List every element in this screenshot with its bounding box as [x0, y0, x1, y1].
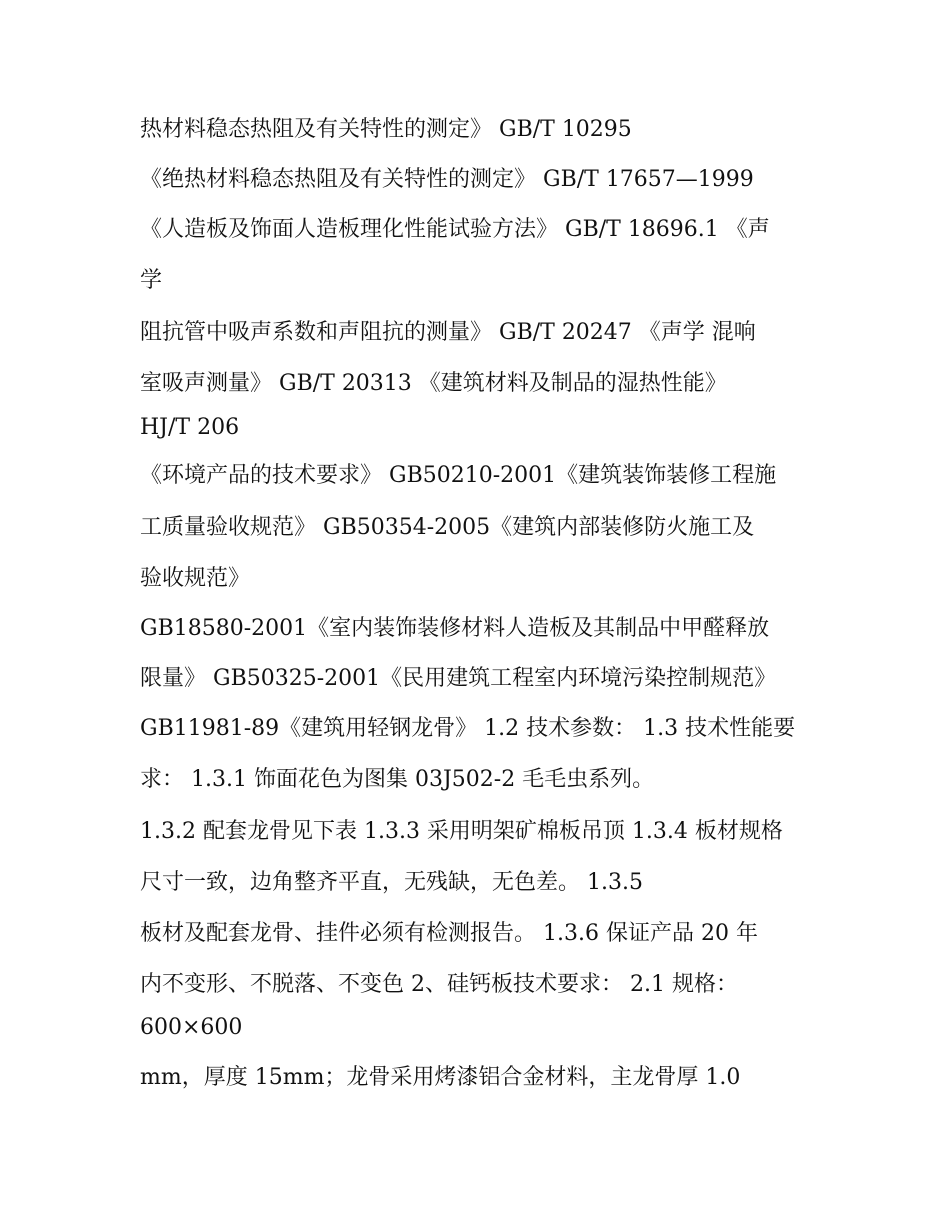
text-line: 板材及配套龙骨、挂件必须有检测报告。 1.3.6 保证产品 20 年: [140, 921, 758, 946]
text-line: 600×600: [140, 1015, 243, 1040]
text-line: 学: [140, 268, 163, 293]
text-line: 1.3.2 配套龙骨见下表 1.3.3 采用明架矿棉板吊顶 1.3.4 板材规格: [140, 819, 783, 844]
text-line: 热材料稳态热阻及有关特性的测定》 GB/T 10295: [140, 117, 632, 142]
text-line: 工质量验收规范》 GB50354-2005《建筑内部装修防火施工及: [140, 515, 755, 540]
text-line: 验收规范》: [140, 566, 251, 591]
text-line: 《绝热材料稳态热阻及有关特性的测定》 GB/T 17657—1999: [140, 167, 754, 192]
text-line: 限量》 GB50325-2001《民用建筑工程室内环境污染控制规范》: [140, 666, 777, 691]
text-line: 阻抗管中吸声系数和声阻抗的测量》 GB/T 20247 《声学 混响: [140, 320, 756, 345]
text-line: 尺寸一致，边角整齐平直，无残缺，无色差。 1.3.5: [140, 870, 643, 895]
text-line: 《环境产品的技术要求》 GB50210-2001《建筑装饰装修工程施: [140, 463, 777, 488]
text-line: HJ/T 206: [140, 415, 240, 440]
text-line: 《人造板及饰面人造板理化性能试验方法》 GB/T 18696.1 《声: [140, 217, 770, 242]
text-line: GB11981-89《建筑用轻钢龙骨》 1.2 技术参数： 1.3 技术性能要: [140, 716, 796, 741]
text-line: GB18580-2001《室内装饰装修材料人造板及其制品中甲醛释放: [140, 616, 770, 641]
text-line: 室吸声测量》 GB/T 20313 《建筑材料及制品的湿热性能》: [140, 371, 727, 396]
text-line: 内不变形、不脱落、不变色 2、硅钙板技术要求： 2.1 规格：: [140, 972, 738, 997]
text-line: 求： 1.3.1 饰面花色为图集 03J502-2 毛毛虫系列。: [140, 767, 655, 792]
text-line: mm，厚度 15mm；龙骨采用烤漆铝合金材料，主龙骨厚 1.0: [140, 1065, 741, 1090]
